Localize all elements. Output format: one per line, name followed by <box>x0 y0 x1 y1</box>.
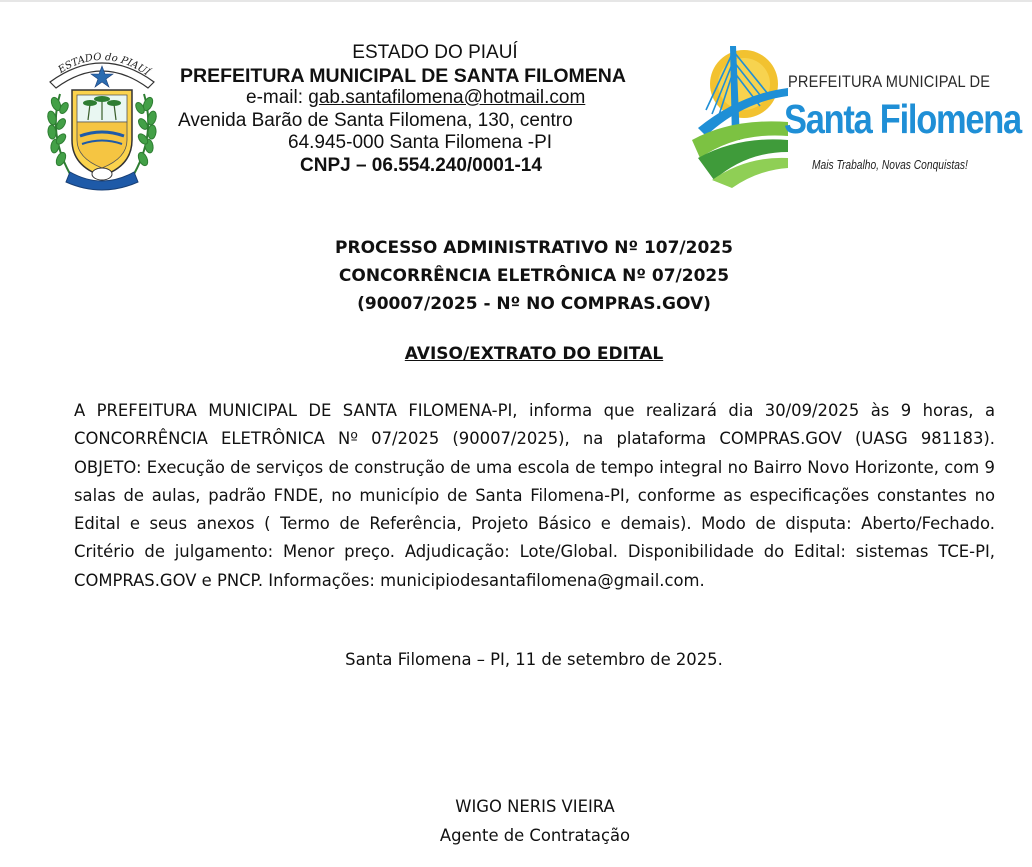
signer-role: Agente de Contratação <box>439 826 631 845</box>
place-date: Santa Filomena – PI, 11 de setembro de 2025. <box>345 650 723 669</box>
cnpj: CNPJ – 06.554.240/0001-14 <box>300 154 542 176</box>
brand-name: Santa Filomena <box>784 96 1021 142</box>
bridge-sun-icon <box>692 40 788 190</box>
address: Avenida Barão de Santa Filomena, 130, centro <box>178 109 573 131</box>
letterhead <box>160 42 690 177</box>
crest-ribbon-text: ESTADO do PIAUÍ <box>56 51 152 79</box>
email-label: e-mail: <box>246 87 309 108</box>
brand-tagline: Mais Trabalho, Novas Conquistas! <box>812 158 968 172</box>
state-coat-of-arms-logo <box>40 44 164 194</box>
signer-name: WIGO NERIS VIEIRA <box>455 797 615 816</box>
prefeitura-name: PREFEITURA MUNICIPAL DE SANTA FILOMENA <box>180 64 626 87</box>
top-border <box>0 0 1032 2</box>
process-heading <box>0 234 1032 318</box>
signature-block <box>0 792 1032 850</box>
brand-top-text: PREFEITURA MUNICIPAL DE <box>788 72 991 91</box>
notice-title: AVISO/EXTRATO DO EDITAL <box>404 344 664 364</box>
email-line <box>160 87 690 110</box>
concorrencia-number: CONCORRÊNCIA ELETRÔNICA Nº 07/2025 <box>338 266 730 286</box>
email-link[interactable]: gab.santafilomena@hotmail.com <box>308 87 586 108</box>
municipal-brand-logo <box>692 40 1021 190</box>
process-number: PROCESSO ADMINISTRATIVO Nº 107/2025 <box>335 238 733 258</box>
cep-city: 64.945-000 Santa Filomena -PI <box>288 132 553 153</box>
state-name: ESTADO DO PIAUÍ <box>352 42 518 63</box>
coat-of-arms-icon <box>40 44 164 194</box>
notice-body: A PREFEITURA MUNICIPAL DE SANTA FILOMENA-PI, informa que realizará dia 30/09/2025 às 9 horas, a CONCORRÊNCIA ELETRÔNICA Nº 07/2025 (90007/2025), na plataforma COMPRAS.GOV (UASG 981183). OBJETO: Execução de serviços de construção de uma escola de tempo integral no Bairro Novo Horizonte, com 9 salas de aulas, padrão FNDE, no município de Santa Filomena-PI, conforme as especificações constantes no Edital e seus anexos ( Termo de Referência, Projeto Básico e demais). Modo de disputa: Aberto/Fechado. Critério de julgamento: Menor preço. Adjudicação: Lote/Global. Disponibilidade do Edital: sistemas TCE-PI, COMPRAS.GOV e PNCP. Informações: municipiodesantafilomena@gmail.com. <box>74 401 995 590</box>
compras-number: (90007/2025 - Nº NO COMPRAS.GOV) <box>357 294 711 314</box>
